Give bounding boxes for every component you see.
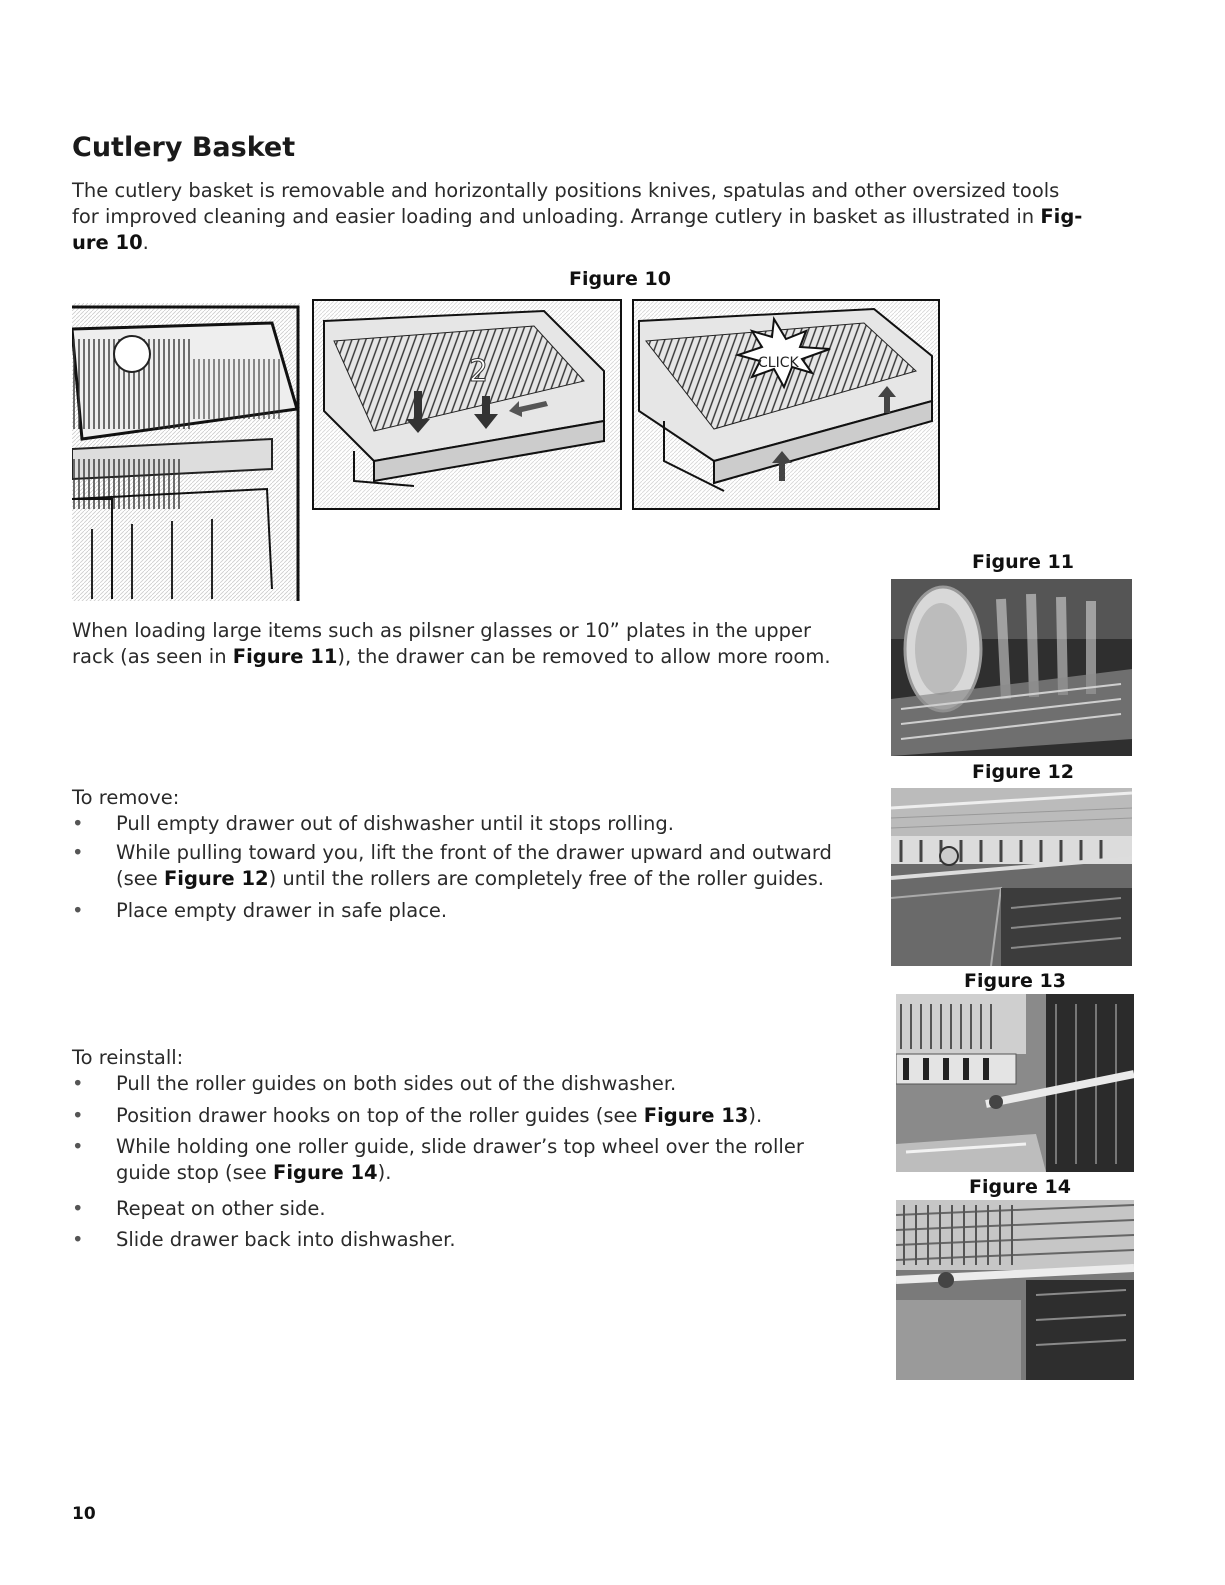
intro-figure-ref-a: Fig- — [1040, 205, 1083, 228]
remove-step-2-pre: (see — [116, 867, 164, 890]
figure-10-caption: Figure 10 — [569, 268, 671, 290]
intro-line-2-text: for improved cleaning and easier loading and unloading. Arrange cutlery in basket as illustrated in — [72, 205, 1041, 228]
figure-11-photo — [891, 579, 1132, 756]
loading-figure-ref: Figure 11 — [232, 645, 338, 668]
figure-10-panel-dishwasher — [72, 299, 304, 604]
intro-paragraph — [72, 178, 1152, 256]
reinstall-list — [72, 1071, 882, 1258]
loading-line-1: When loading large items such as pilsner glasses or 10” plates in the upper — [72, 619, 812, 642]
list-item — [72, 811, 882, 840]
list-item — [72, 1071, 882, 1103]
remove-heading: To remove: — [72, 786, 180, 809]
list-item — [72, 898, 882, 927]
reinstall-figure-ref-14: Figure 14 — [273, 1161, 378, 1184]
reinstall-step-2-pre: Position drawer hooks on top of the roller guides (see — [116, 1104, 644, 1127]
list-item — [72, 1103, 882, 1134]
list-item — [72, 840, 882, 898]
reinstall-step-3-line-2 — [116, 1160, 882, 1186]
bullet-icon: • — [72, 1228, 84, 1251]
section-title: Cutlery Basket — [72, 132, 296, 163]
remove-list — [72, 811, 882, 927]
intro-line-3 — [72, 230, 1152, 256]
remove-step-3: Place empty drawer in safe place. — [116, 899, 448, 922]
remove-step-2-post: ) until the rollers are completely free of the roller guides. — [268, 867, 824, 890]
list-item — [72, 1196, 882, 1227]
loading-line-2 — [72, 644, 892, 670]
figure-12-caption: Figure 12 — [972, 761, 1074, 783]
list-item — [72, 1134, 882, 1196]
reinstall-step-5: Slide drawer back into dishwasher. — [116, 1228, 456, 1251]
bullet-icon: • — [72, 1072, 84, 1095]
figure-11-caption: Figure 11 — [972, 551, 1074, 573]
figure-14-caption: Figure 14 — [969, 1176, 1071, 1198]
bullet-icon: • — [72, 812, 84, 835]
figure-12-photo — [891, 788, 1132, 966]
intro-line-3-text: . — [142, 231, 149, 254]
reinstall-step-4: Repeat on other side. — [116, 1197, 326, 1220]
intro-line-1: The cutlery basket is removable and horizontally positions knives, spatulas and other oversized tools — [72, 179, 1060, 202]
bullet-icon: • — [72, 1197, 84, 1220]
loading-line-2-post: ), the drawer can be removed to allow more room. — [337, 645, 831, 668]
intro-figure-ref-b: ure 10 — [72, 231, 143, 254]
reinstall-figure-ref-13: Figure 13 — [643, 1104, 749, 1127]
bullet-icon: • — [72, 899, 84, 922]
reinstall-step-2-post: ). — [748, 1104, 763, 1127]
intro-line-2 — [72, 204, 1152, 230]
page-number: 10 — [72, 1504, 96, 1524]
figure-10-click-label: CLICK — [758, 355, 799, 371]
loading-line-2-pre: rack (as seen in — [72, 645, 233, 668]
remove-step-1: Pull empty drawer out of dishwasher until it stops rolling. — [116, 812, 674, 835]
reinstall-heading: To reinstall: — [72, 1046, 184, 1069]
remove-figure-ref: Figure 12 — [163, 867, 269, 890]
bullet-icon: • — [72, 841, 84, 864]
reinstall-step-1: Pull the roller guides on both sides out of the dishwasher. — [116, 1072, 677, 1095]
reinstall-step-3-pre: guide stop (see — [116, 1161, 273, 1184]
figure-14-photo — [896, 1200, 1134, 1380]
figure-10-step-label: 2 — [469, 354, 489, 389]
reinstall-step-3-line-1: While holding one roller guide, slide drawer’s top wheel over the roller — [116, 1135, 804, 1158]
bullet-icon: • — [72, 1104, 84, 1127]
figure-10-panel-click — [632, 299, 940, 510]
list-item — [72, 1227, 882, 1258]
bullet-icon: • — [72, 1135, 84, 1158]
figure-13-photo — [896, 994, 1134, 1172]
figure-10-panel-insert — [312, 299, 622, 510]
remove-step-2-line-2 — [116, 866, 882, 892]
figure-13-caption: Figure 13 — [964, 970, 1066, 992]
remove-step-2-line-1: While pulling toward you, lift the front of the drawer upward and outward — [116, 841, 832, 864]
reinstall-step-3-post: ). — [377, 1161, 392, 1184]
loading-paragraph — [72, 618, 892, 670]
